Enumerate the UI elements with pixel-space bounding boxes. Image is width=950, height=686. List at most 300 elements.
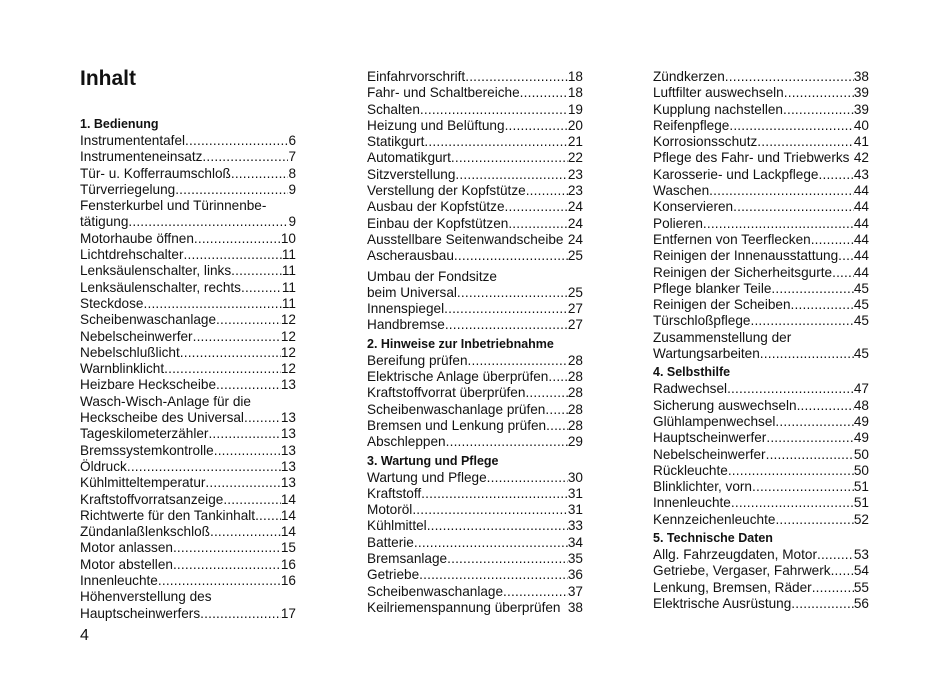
toc-entry[interactable]	[367, 216, 583, 232]
toc-entry[interactable]	[653, 183, 869, 199]
dot-leader	[731, 495, 854, 511]
toc-entry-page: 51	[853, 495, 869, 511]
toc-entry-page: 52	[853, 511, 869, 527]
toc-entry[interactable]	[80, 443, 296, 459]
dot-leader	[193, 329, 281, 345]
toc-entry[interactable]	[653, 430, 869, 446]
toc-entry[interactable]	[653, 281, 869, 297]
toc-entry-label-line1: Zusammenstellung der	[653, 329, 792, 345]
section-heading: 3. Wartung und Pflege	[367, 453, 499, 468]
toc-entry-page: 44	[853, 215, 869, 231]
toc-entry-label: Ausbau der Kopfstütze	[367, 199, 505, 215]
toc-entry-label-line1: Umbau der Fondsitze	[367, 268, 497, 284]
toc-entry[interactable]	[80, 426, 296, 442]
dot-leader	[244, 410, 281, 426]
toc-entry-page: 22	[567, 150, 583, 166]
toc-entry-page: 30	[567, 469, 583, 485]
toc-entry-page: 56	[853, 595, 869, 611]
toc-entry-label: Handbremse	[367, 317, 445, 333]
dot-leader	[727, 381, 854, 397]
toc-entry-label: Entfernen von Teerflecken	[653, 231, 811, 247]
toc-entry[interactable]	[80, 508, 296, 524]
dot-leader	[784, 85, 854, 101]
section-heading: 4. Selbsthilfe	[653, 365, 731, 380]
toc-entry[interactable]	[653, 297, 869, 313]
toc-entry-label: tätigung	[80, 214, 129, 230]
dot-leader	[455, 167, 567, 183]
toc-entry[interactable]	[367, 567, 583, 583]
dot-leader	[548, 369, 568, 385]
dot-leader	[164, 361, 281, 377]
dot-leader	[766, 447, 854, 463]
toc-entry-page: 28	[567, 417, 583, 433]
toc-entry-page: 27	[567, 301, 583, 317]
dot-leader	[771, 281, 853, 297]
toc-entry-label: Wartungsarbeiten	[653, 346, 760, 362]
toc-entry[interactable]	[80, 329, 296, 345]
dot-leader	[775, 414, 853, 430]
toc-entry-page: 13	[280, 426, 296, 442]
toc-entry[interactable]	[653, 512, 869, 528]
toc-entry-label: Hauptscheinwerfer	[653, 430, 767, 446]
dot-leader	[216, 377, 281, 393]
dot-leader	[797, 398, 854, 414]
toc-entry[interactable]	[367, 434, 583, 450]
toc-entry[interactable]	[367, 470, 583, 486]
toc-entry[interactable]	[367, 584, 583, 600]
toc-entry-page: 49	[853, 430, 869, 446]
dot-leader	[752, 479, 854, 495]
toc-entry[interactable]	[653, 313, 869, 329]
toc-entry[interactable]	[653, 248, 869, 264]
toc-entry-page: 35	[567, 551, 583, 567]
toc-entry[interactable]	[653, 216, 869, 232]
dot-leader	[545, 402, 568, 418]
toc-entry-label: Luftfilter auswechseln	[653, 85, 784, 101]
toc-entry-label: Kennzeichenleuchte	[653, 511, 776, 527]
toc-column-1	[80, 67, 296, 622]
toc-entry-page: 14	[280, 491, 296, 507]
toc-entry[interactable]	[367, 518, 583, 534]
toc-entry-page: 44	[853, 231, 869, 247]
dot-leader	[412, 502, 568, 518]
toc-entry-page: 16	[280, 573, 296, 589]
toc-entry-label: Türschloßpflege	[653, 313, 751, 329]
toc-entry[interactable]	[367, 385, 583, 401]
toc-entry-page: 45	[853, 280, 869, 296]
toc-entry-label: Getriebe, Vergaser, Fahrwerk	[653, 563, 831, 579]
toc-entry-page: 13	[280, 442, 296, 458]
toc-entry[interactable]	[367, 102, 583, 118]
toc-entry[interactable]	[367, 402, 583, 418]
toc-entry-page: 29	[567, 434, 583, 450]
toc-entry[interactable]	[80, 280, 296, 296]
toc-entry-label: Keilriemenspannung überprüfen	[367, 599, 561, 615]
toc-entry-page: 23	[567, 183, 583, 199]
toc-entry[interactable]	[80, 377, 296, 393]
toc-entry-page: 15	[280, 540, 296, 556]
toc-entry-label: Instrumententafel	[80, 133, 186, 148]
dot-leader	[819, 167, 854, 183]
dot-leader	[546, 418, 568, 434]
dot-leader	[811, 232, 854, 248]
toc-entry-label: Tür- u. Kofferraumschloß	[80, 165, 231, 181]
toc-entry[interactable]	[80, 557, 296, 573]
toc-entry[interactable]	[80, 214, 296, 230]
dot-leader	[175, 182, 288, 198]
toc-entry-page: 13	[280, 377, 296, 393]
toc-entry-page: 55	[853, 579, 869, 595]
toc-entry-label: Getriebe	[367, 567, 420, 583]
toc-entry-label: Warnblinklicht	[80, 361, 165, 377]
toc-entry[interactable]	[80, 573, 296, 589]
toc-entry[interactable]	[367, 285, 583, 301]
toc-entry-page: 28	[567, 401, 583, 417]
dot-leader	[128, 214, 288, 230]
toc-entry-page: 6	[288, 133, 296, 148]
toc-entry-page: 16	[280, 556, 296, 572]
toc-entry-label: Kupplung nachstellen	[653, 101, 783, 117]
toc-entry-page: 44	[853, 264, 869, 280]
dot-leader	[420, 102, 568, 118]
toc-entry-page: 45	[853, 346, 869, 362]
toc-entry-page: 17	[280, 605, 296, 621]
toc-entry-label: Wartung und Pflege	[367, 469, 487, 485]
dot-leader	[205, 475, 280, 491]
toc-entry[interactable]	[367, 199, 583, 215]
toc-entry[interactable]	[367, 248, 583, 264]
dot-leader	[173, 557, 281, 573]
toc-entry-label: Reinigen der Sicherheitsgurte	[653, 264, 833, 280]
toc-entry-page: 50	[853, 462, 869, 478]
toc-entry-label: Heizung und Belüftung	[367, 117, 505, 133]
toc-entry[interactable]	[80, 182, 296, 198]
toc-entry-label: Abschleppen	[367, 434, 446, 450]
toc-entry-label: Bremssystemkontrolle	[80, 442, 214, 458]
toc-entry-page: 45	[853, 297, 869, 313]
toc-entry-page: 8	[288, 165, 296, 181]
toc-entry-label: Ascherausbau	[367, 248, 454, 264]
dot-leader	[526, 183, 568, 199]
toc-entry[interactable]	[367, 301, 583, 317]
toc-entry-label: Allg. Fahrzeugdaten, Motor	[653, 547, 817, 563]
toc-entry[interactable]	[80, 149, 296, 165]
toc-entry[interactable]	[367, 486, 583, 502]
toc-entry[interactable]	[653, 199, 869, 215]
toc-entry-label: Motorhaube öffnen	[80, 230, 194, 246]
toc-entry[interactable]	[653, 580, 869, 596]
toc-entry[interactable]	[80, 247, 296, 263]
dot-leader	[505, 118, 568, 134]
dot-leader	[241, 280, 282, 296]
toc-entry-label: Konservieren	[653, 199, 734, 215]
toc-entry-page: 12	[280, 312, 296, 328]
toc-entry-label: Motoröl	[367, 502, 413, 518]
toc-entry[interactable]	[653, 479, 869, 495]
dot-leader	[757, 134, 854, 150]
toc-entry-label: Scheibenwaschanlage	[367, 583, 504, 599]
toc-entry-label: Verstellung der Kopfstütze	[367, 183, 526, 199]
toc-entry-page: 27	[567, 317, 583, 333]
dot-leader	[750, 313, 853, 329]
toc-entry[interactable]	[367, 69, 583, 85]
dot-leader	[427, 518, 568, 534]
toc-entry-page: 38	[567, 599, 583, 615]
toc-entry-label: Karosserie- und Lackpflege	[653, 166, 819, 182]
toc-entry[interactable]	[367, 535, 583, 551]
toc-entry-label: Einbau der Kopfstützen	[367, 215, 509, 231]
dot-leader	[468, 353, 568, 369]
dot-leader	[831, 563, 854, 579]
page-number: 4	[80, 627, 89, 644]
toc-entry-label: Nebelscheinwerfer	[653, 446, 766, 462]
toc-entry-page: 28	[567, 369, 583, 385]
toc-entry-label: Fahr- und Schaltbereiche	[367, 85, 520, 101]
toc-entry-page: 28	[567, 385, 583, 401]
toc-entry-page: 39	[853, 85, 869, 101]
toc-entry[interactable]	[367, 183, 583, 199]
toc-entry-label: Sicherung auswechseln	[653, 397, 797, 413]
toc-entry-label: Steckdose	[80, 295, 144, 311]
toc-entry-label: Innenspiegel	[367, 301, 445, 317]
dot-leader	[231, 263, 282, 279]
toc-entry[interactable]	[653, 265, 869, 281]
toc-entry-label: Scheibenwaschanlage	[80, 312, 217, 328]
toc-entry-label: Zündanlaßlenkschloß	[80, 524, 210, 540]
toc-entry[interactable]	[653, 346, 869, 362]
toc-entry-label: Reinigen der Innenausstattung	[653, 248, 839, 264]
toc-entry[interactable]	[367, 600, 583, 616]
dot-leader	[760, 346, 854, 362]
toc-entry-page: 39	[853, 101, 869, 117]
toc-entry[interactable]	[653, 118, 869, 134]
section-heading: 1. Bedienung	[80, 117, 159, 131]
dot-leader	[180, 345, 281, 361]
toc-entry-page: 33	[567, 518, 583, 534]
dot-leader	[766, 430, 854, 446]
dot-leader	[194, 231, 281, 247]
section-heading: 2. Hinweise zur Inbetriebnahme	[367, 336, 554, 351]
toc-entry-label: Nebelschlußlicht	[80, 344, 180, 360]
toc-column-3	[653, 69, 869, 612]
toc-entry-page: 13	[280, 410, 296, 426]
toc-entry-page: 53	[853, 547, 869, 563]
toc-entry[interactable]	[80, 459, 296, 475]
dot-leader	[185, 133, 288, 149]
toc-entry[interactable]	[653, 463, 869, 479]
toc-entry-page: 47	[853, 381, 869, 397]
toc-entry-label: Bremsanlage	[367, 551, 448, 567]
dot-leader	[703, 216, 854, 232]
toc-entry-page: 37	[567, 583, 583, 599]
toc-entry[interactable]	[653, 69, 869, 85]
toc-entry-page: 45	[853, 313, 869, 329]
toc-entry[interactable]	[367, 85, 583, 101]
toc-entry[interactable]	[653, 381, 869, 397]
toc-entry-page: 18	[567, 69, 583, 84]
toc-entry-label: Bereifung prüfen	[367, 352, 468, 368]
toc-entry[interactable]	[367, 418, 583, 434]
toc-entry[interactable]	[653, 495, 869, 511]
dot-leader	[414, 535, 568, 551]
toc-entry-label: Korrosionsschutz	[653, 134, 758, 150]
toc-entry-label: Elektrische Ausrüstung	[653, 595, 792, 611]
toc-entry-page: 54	[853, 563, 869, 579]
toc-entry-label: Heckscheibe des Universal	[80, 410, 244, 426]
toc-entry[interactable]	[653, 447, 869, 463]
dot-leader	[508, 216, 568, 232]
toc-entry[interactable]	[653, 414, 869, 430]
toc-entry[interactable]	[80, 410, 296, 426]
dot-leader	[184, 247, 282, 263]
toc-entry-label: Lenkung, Bremsen, Räder	[653, 579, 812, 595]
toc-entry[interactable]	[653, 398, 869, 414]
toc-entry-page: 13	[280, 475, 296, 491]
toc-entry[interactable]	[80, 524, 296, 540]
page-title: Inhalt	[80, 67, 136, 90]
dot-leader	[520, 85, 568, 101]
toc-entry[interactable]	[80, 312, 296, 328]
toc-entry-page: 31	[567, 485, 583, 501]
toc-entry-page: 40	[853, 117, 869, 133]
dot-leader	[255, 508, 281, 524]
toc-entry[interactable]	[80, 361, 296, 377]
section-heading: 5. Technische Daten	[653, 531, 773, 546]
toc-entry-label: Kraftstoff	[367, 485, 422, 501]
toc-entry[interactable]	[80, 492, 296, 508]
toc-entry[interactable]	[367, 369, 583, 385]
dot-leader	[503, 584, 568, 600]
toc-entry-page: 48	[853, 397, 869, 413]
dot-leader	[728, 463, 854, 479]
toc-entry[interactable]	[653, 150, 869, 166]
dot-leader	[487, 470, 568, 486]
dot-leader	[127, 459, 281, 475]
toc-entry-label-line1: Wasch-Wisch-Anlage für die	[80, 393, 251, 409]
dot-leader	[444, 301, 568, 317]
toc-entry-label: Innenleuchte	[653, 495, 731, 511]
toc-entry[interactable]	[80, 166, 296, 182]
toc-entry-label: Reifenpflege	[653, 117, 730, 133]
toc-entry-label: Öldruck	[80, 458, 127, 474]
toc-entry[interactable]	[80, 540, 296, 556]
toc-entry-page: 41	[853, 134, 869, 150]
toc-entry-page: 24	[567, 215, 583, 231]
dot-leader	[791, 596, 854, 612]
dot-leader	[525, 385, 567, 401]
toc-entry[interactable]	[367, 353, 583, 369]
dot-leader	[419, 567, 568, 583]
dot-leader	[202, 149, 288, 165]
toc-entry[interactable]	[80, 475, 296, 491]
dot-leader	[817, 547, 854, 563]
toc-entry[interactable]	[80, 345, 296, 361]
toc-entry-label: Kühlmitteltemperatur	[80, 475, 206, 491]
toc-entry[interactable]	[367, 150, 583, 166]
toc-entry-label: Rückleuchte	[653, 462, 728, 478]
toc-entry-page: 12	[280, 361, 296, 377]
toc-entry-label: Tageskilometerzähler	[80, 426, 209, 442]
toc-entry[interactable]	[80, 263, 296, 279]
toc-entry-label: Pflege des Fahr- und Triebwerks	[653, 150, 850, 166]
toc-entry[interactable]	[653, 547, 869, 563]
toc-entry[interactable]	[367, 134, 583, 150]
toc-entry-label: Bremsen und Lenkung prüfen	[367, 417, 547, 433]
toc-entry-page: 9	[288, 181, 296, 197]
dot-leader	[729, 118, 854, 134]
toc-entry[interactable]	[80, 133, 296, 149]
toc-entry[interactable]	[367, 167, 583, 183]
toc-entry-page: 11	[281, 279, 296, 295]
dot-leader	[173, 540, 281, 556]
dot-leader	[446, 434, 568, 450]
toc-entry[interactable]	[653, 596, 869, 612]
toc-entry[interactable]	[653, 134, 869, 150]
toc-entry-page: 44	[853, 183, 869, 199]
toc-entry[interactable]	[367, 317, 583, 333]
toc-entry[interactable]	[367, 502, 583, 518]
dot-leader	[445, 317, 568, 333]
toc-entry-page: 11	[281, 247, 296, 263]
toc-entry-page: 12	[280, 344, 296, 360]
toc-entry-label: Blinklichter, vorn	[653, 479, 752, 495]
toc-entry[interactable]	[653, 85, 869, 101]
toc-entry-page: 11	[281, 263, 296, 279]
toc-entry[interactable]	[653, 563, 869, 579]
dot-leader	[158, 573, 281, 589]
toc-entry[interactable]	[653, 232, 869, 248]
toc-entry-label: Elektrische Anlage überprüfen	[367, 369, 549, 385]
dot-leader	[838, 248, 854, 264]
toc-entry[interactable]	[367, 551, 583, 567]
toc-entry[interactable]	[367, 232, 583, 248]
toc-entry-page: 10	[280, 230, 296, 246]
dot-leader	[421, 486, 568, 502]
toc-entry-label: Glühlampenwechsel	[653, 413, 776, 429]
toc-entry-label: Kraftstoffvorrat überprüfen	[367, 385, 526, 401]
toc-entry-label: Hauptscheinwerfers	[80, 605, 201, 621]
toc-entry-page: 28	[567, 352, 583, 368]
toc-entry-page: 9	[288, 214, 296, 230]
toc-entry[interactable]	[80, 231, 296, 247]
toc-entry[interactable]	[653, 102, 869, 118]
dot-leader	[451, 150, 568, 166]
toc-entry-page: 12	[280, 328, 296, 344]
toc-entry-label-line1: Höhenverstellung des	[80, 589, 212, 605]
dot-leader	[210, 524, 281, 540]
toc-entry-page: 36	[567, 567, 583, 583]
toc-entry-label: Heizbare Heckscheibe	[80, 377, 217, 393]
toc-entry-label: Waschen	[653, 183, 710, 199]
dot-leader	[725, 69, 854, 85]
toc-entry-page: 13	[280, 458, 296, 474]
toc-entry-page: 38	[853, 69, 869, 84]
toc-entry[interactable]	[80, 606, 296, 622]
toc-entry-label: Türverriegelung	[80, 181, 176, 197]
toc-entry[interactable]	[653, 167, 869, 183]
toc-entry-page: 21	[567, 134, 583, 150]
dot-leader	[709, 183, 854, 199]
toc-entry[interactable]	[367, 118, 583, 134]
toc-entry-label: Statikgurt	[367, 134, 425, 150]
dot-leader	[465, 69, 568, 85]
dot-leader	[200, 606, 281, 622]
toc-entry-label: Zündkerzen	[653, 69, 725, 84]
toc-entry-page: 42	[853, 150, 869, 166]
toc-entry-label: Nebelscheinwerfer	[80, 328, 193, 344]
dot-leader	[791, 297, 854, 313]
toc-entry[interactable]	[80, 296, 296, 312]
